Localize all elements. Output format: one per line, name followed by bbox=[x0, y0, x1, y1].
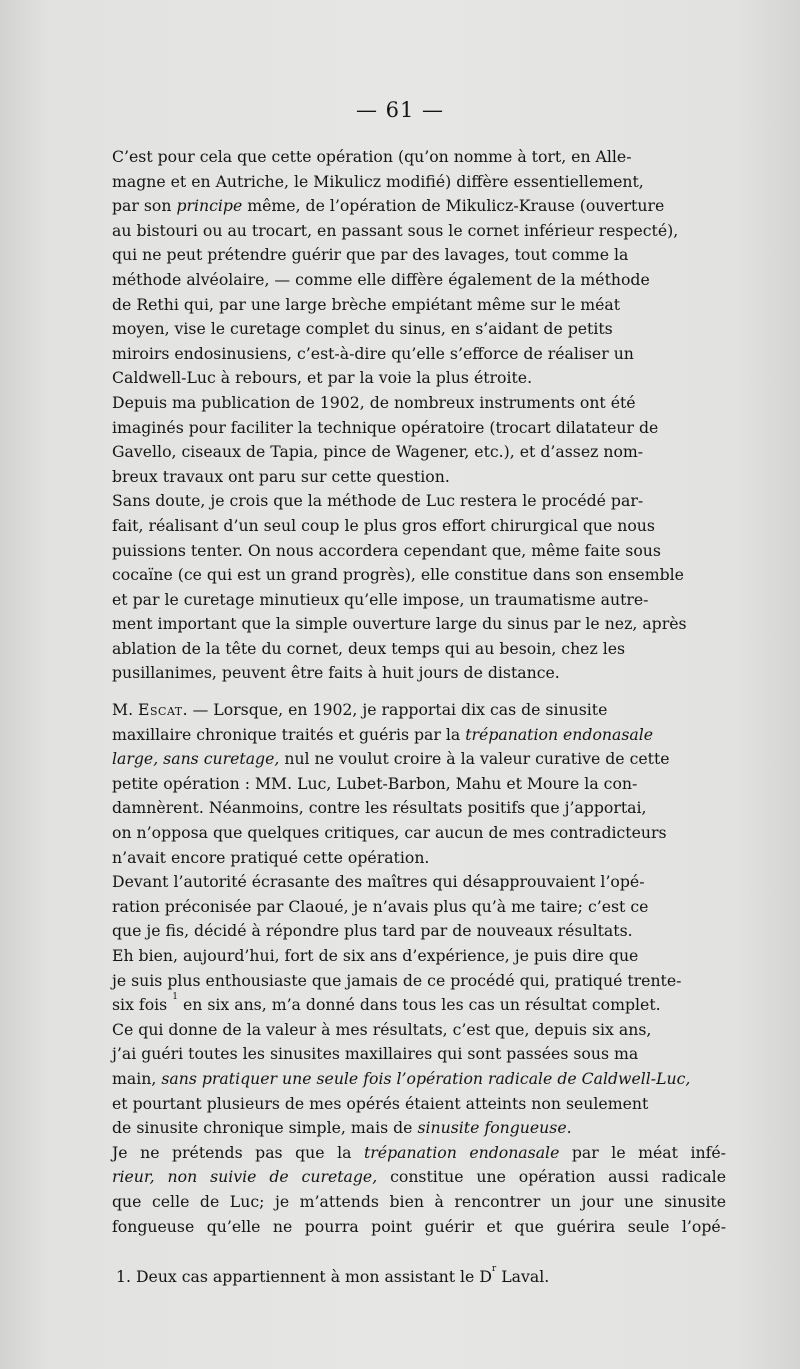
text-line: qui ne peut prétendre guérir que par des lavages, tout comme la bbox=[112, 245, 629, 265]
text-line: Devant l’autorité écrasante des maîtres qui désapprouvaient l’opé- bbox=[112, 872, 645, 892]
paragraph bbox=[90, 145, 726, 391]
text-line: Ce qui donne de la valeur à mes résultats, c’est que, depuis six ans, bbox=[112, 1019, 652, 1039]
text-line: ration préconisée par Claoué, je n’avais plus qu’à me taire; c’est ce bbox=[112, 896, 649, 916]
text-line: M. Escat. — Lorsque, en 1902, je rapportai dix cas de sinusite bbox=[112, 700, 608, 720]
text-line: C’est pour cela que cette opération (qu’on nomme à tort, en Alle- bbox=[112, 147, 632, 166]
paragraph bbox=[90, 944, 726, 1018]
text-line: puissions tenter. On nous accordera cependant que, même faite sous bbox=[112, 540, 661, 560]
paragraph bbox=[90, 698, 726, 870]
text-line: de sinusite chronique simple, mais de sinusite fongueuse. bbox=[112, 1118, 572, 1138]
page-number: — 61 — bbox=[355, 98, 445, 122]
text-line: fongueuse qu’elle ne pourra point guérir et que guérira seule l’opé- bbox=[112, 1216, 726, 1236]
text-line: n’avait encore pratiqué cette opération. bbox=[112, 847, 430, 867]
paragraph bbox=[90, 1018, 726, 1141]
text-line: rieur, non suivie de curetage, constitue une opération aussi radicale bbox=[112, 1167, 726, 1187]
text-line: six fois $^1$ en six ans, m’a donné dans tous les cas un résultat complet. bbox=[112, 992, 661, 1015]
text-line: par son principe même, de l’opération de Mikulicz-Krause (ouverture bbox=[112, 196, 665, 216]
footnote: 1. Deux cas appartiennent à mon assistant le $D^r$ Laval. bbox=[116, 1264, 550, 1286]
paragraph bbox=[90, 391, 726, 489]
text-line: au bistouri ou au trocart, en passant sous le cornet inférieur respecté), bbox=[112, 220, 679, 240]
text-line: on n’opposa que quelques critiques, car aucun de mes contradicteurs bbox=[112, 823, 667, 843]
text-line: petite opération : MM. Luc, Lubet-Barbon, Mahu et Moure la con- bbox=[112, 773, 638, 793]
text-line: méthode alvéolaire, — comme elle diffère également de la méthode bbox=[112, 269, 650, 289]
text-line: maxillaire chronique traités et guéris par la trépanation endonasale bbox=[112, 724, 654, 744]
text-line: Caldwell-Luc à rebours, et par la voie la plus étroite. bbox=[112, 368, 533, 388]
text-line: Depuis ma publication de 1902, de nombreux instruments ont été bbox=[112, 392, 636, 412]
text-line: ment important que la simple ouverture large du sinus par le nez, après bbox=[112, 614, 687, 634]
text-line: cocaïne (ce qui est un grand progrès), elle constitue dans son ensemble bbox=[112, 565, 684, 585]
text-line: de Rethi qui, par une large brèche empiétant même sur le méat bbox=[112, 294, 621, 314]
text-line: damnèrent. Néanmoins, contre les résultats positifs que j’apportai, bbox=[112, 798, 647, 818]
text-line: je suis plus enthousiaste que jamais de ce procédé qui, pratiqué trente- bbox=[112, 970, 682, 990]
text-line: main, sans pratiquer une seule fois l’opération radicale de Caldwell-Luc, bbox=[112, 1068, 691, 1088]
section-break bbox=[90, 686, 726, 698]
text-line: breux travaux ont paru sur cette question. bbox=[112, 466, 450, 486]
text-line: Eh bien, aujourd’hui, fort de six ans d’expérience, je puis dire que bbox=[112, 946, 639, 965]
text-line: Gavello, ciseaux de Tapia, pince de Wagener, etc.), et d’assez nom- bbox=[112, 442, 644, 462]
text-line: fait, réalisant d’un seul coup le plus gros effort chirurgical que nous bbox=[112, 515, 655, 535]
text-line: pusillanimes, peuvent être faits à huit jours de distance. bbox=[112, 663, 560, 683]
text-line: large, sans curetage, nul ne voulut croire à la valeur curative de cette bbox=[112, 749, 670, 769]
text-line: moyen, vise le curetage complet du sinus, en s’aidant de petits bbox=[112, 319, 613, 339]
text-line: et par le curetage minutieux qu’elle impose, un traumatisme autre- bbox=[112, 589, 649, 609]
text-line: imaginés pour faciliter la technique opératoire (trocart dilatateur de bbox=[112, 417, 659, 437]
paragraph bbox=[90, 870, 726, 944]
body-text bbox=[90, 145, 726, 1239]
text-line: que je fis, décidé à répondre plus tard par de nouveaux résultats. bbox=[112, 921, 633, 941]
text-line: j’ai guéri toutes les sinusites maxillaires qui sont passées sous ma bbox=[112, 1044, 639, 1064]
paragraph bbox=[90, 1141, 726, 1239]
paragraph bbox=[90, 489, 726, 686]
text-line: ablation de la tête du cornet, deux temps qui au besoin, chez les bbox=[112, 638, 626, 658]
text-line: que celle de Luc; je m’attends bien à rencontrer un jour une sinusite bbox=[112, 1191, 726, 1211]
text-line: Sans doute, je crois que la méthode de Luc restera le procédé par- bbox=[112, 491, 644, 511]
text-line: magne et en Autriche, le Mikulicz modifié) diffère essentiellement, bbox=[112, 171, 644, 191]
text-line: miroirs endosinusiens, c’est-à-dire qu’elle s’efforce de réaliser un bbox=[112, 343, 634, 363]
text-line: et pourtant plusieurs de mes opérés étaient atteints non seulement bbox=[112, 1093, 649, 1113]
text-line: Je ne prétends pas que la trépanation endonasale par le méat infé- bbox=[112, 1142, 726, 1162]
